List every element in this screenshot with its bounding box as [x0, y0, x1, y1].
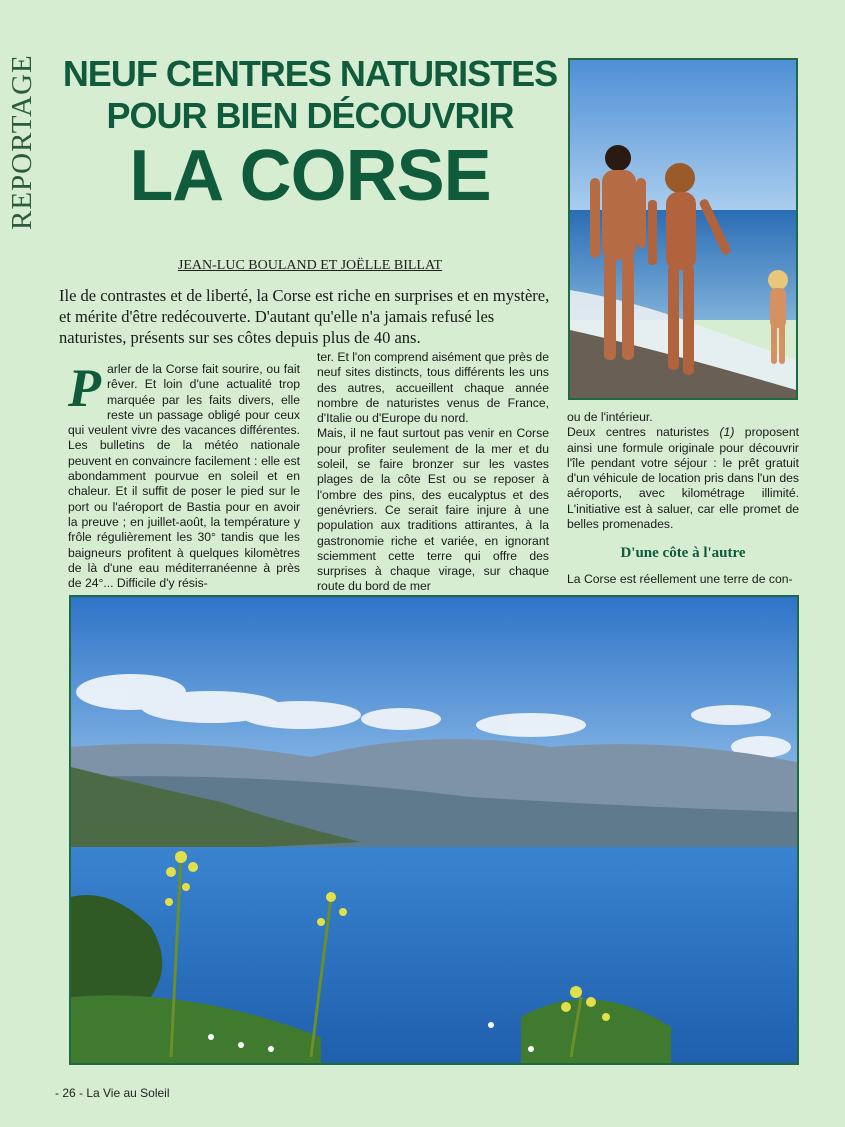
- article-title: [60, 54, 560, 218]
- corsica-bay-photo: [69, 595, 799, 1065]
- text-column-3: [567, 410, 799, 587]
- column-3-paragraph-3: La Corse est réellement une terre de con-: [567, 571, 793, 586]
- title-line-2: POUR BIEN DÉCOUVRIR: [106, 95, 514, 136]
- article-authors: JEAN-LUC BOULAND ET JOËLLE BILLAT: [177, 258, 443, 273]
- footnote-marker: (1): [719, 425, 735, 440]
- title-line-1: NEUF CENTRES NATURISTES: [62, 53, 558, 94]
- column-3-paragraph-1: ou de l'intérieur.: [567, 410, 653, 424]
- article-intro: Ile de contrastes et de liberté, la Corse est riche en surprises et en mystère, et mérite d'être redécouverte. D'autant qu'elle n'a jamais refusé les naturistes, présents sur ses côtes depuis plus de 40 ans.: [59, 286, 550, 347]
- column-1-text: arler de la Corse fait sourire, ou fait rêver. Et loin d'une actualité trop marquée par les faits divers, elle reste un passage obligé pour ceux qui veulent vivre des vacances différentes. Les bulletins de la météo nationale peuvent en convaincre facilement : elle est abondamment pourvue en soleil et en chaleur. Et il suffit de poser le pied sur le port ou l'aéroport de Bastia pour en avoir la preuve ; en juillet-août, la température y frôle régulièrement les 30° tandis que les baigneurs profitent à quelques kilomètres de là d'une eau méditerranéenne à près de 24°... Difficile d'y résis-: [68, 362, 300, 591]
- text-column-1: [68, 358, 300, 591]
- column-2-paragraph-1: ter. Et l'on comprend aisément que près de neuf sites distincts, tous différents les uns des autres, accueillent chaque année nombre de naturistes venus de France, d'Italie ou d'Europe du nord.: [317, 350, 549, 426]
- beach-family-photo: [568, 58, 798, 400]
- column-3-paragraph-2: [567, 425, 799, 532]
- section-subheading: D'une côte à l'autre: [620, 545, 746, 562]
- page-footer: - 26 - La Vie au Soleil: [55, 1086, 170, 1100]
- section-tag: REPORTAGE: [6, 54, 38, 230]
- column-3-text-b: proposent ainsi une formule originale pour découvrir l'île pendant votre séjour : le prêt gratuit d'un véhicule de location pris dans l'un des aéroports, avec kilométrage illimité. L'initiative est à saluer, car elle promet de belles promenades.: [567, 425, 800, 532]
- column-3-text-a: Deux centres naturistes: [567, 425, 720, 440]
- text-column-2: [317, 350, 549, 595]
- title-line-3: LA CORSE: [129, 136, 491, 216]
- column-2-paragraph-2: Mais, il ne faut surtout pas venir en Corse pour profiter seulement de la mer et du soleil, se faire bronzer sur les vastes plages de la côte Est ou se reposer à l'ombre des pins, des eucalyptus et des genévriers. Ce serait faire injure à une population aux traditions attirantes, à la gastronomie riche et variée, en ignorant sciemment cette terre qui offre des surprises à chaque virage, sur chaque route du bord de mer: [317, 426, 549, 594]
- drop-cap: P: [68, 358, 101, 418]
